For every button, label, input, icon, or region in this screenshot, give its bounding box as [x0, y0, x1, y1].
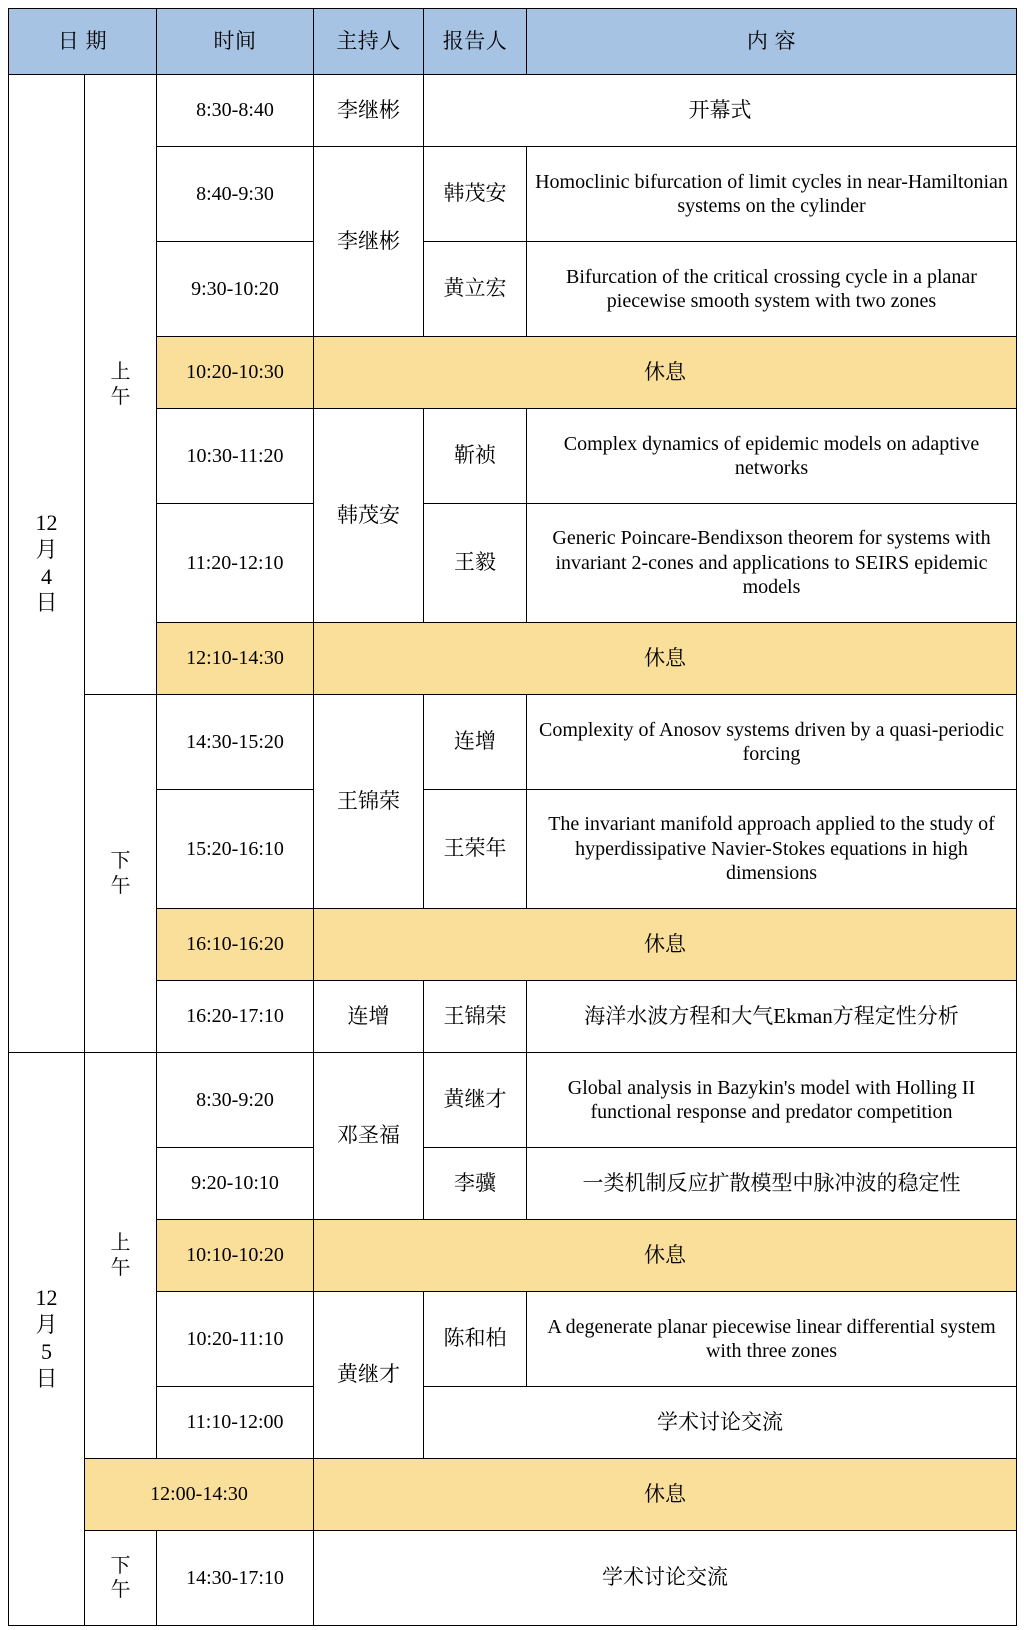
table-row	[9, 981, 1017, 1053]
header-content: 内 容	[527, 9, 1017, 75]
header-date: 日 期	[9, 9, 157, 75]
time-cell: 10:10-10:20	[157, 1220, 314, 1292]
table-row-break	[9, 337, 1017, 409]
speaker-cell: 连增	[424, 695, 527, 790]
time-cell: 9:20-10:10	[157, 1148, 314, 1220]
chair-cell: 连增	[314, 981, 424, 1053]
content-cell: 一类机制反应扩散模型中脉冲波的稳定性	[527, 1148, 1017, 1220]
table-row	[9, 147, 1017, 242]
table-row	[9, 1053, 1017, 1148]
time-cell: 15:20-16:10	[157, 790, 314, 909]
time-cell: 8:40-9:30	[157, 147, 314, 242]
speaker-cell: 黄继才	[424, 1053, 527, 1148]
speaker-cell: 王荣年	[424, 790, 527, 909]
table-row	[9, 695, 1017, 790]
half-day-char-1: 上	[110, 361, 131, 384]
break-label: 休息	[314, 1220, 1017, 1292]
table-row	[9, 1292, 1017, 1387]
date-day-number: 4	[40, 563, 52, 589]
header-chair: 主持人	[314, 9, 424, 75]
time-cell: 8:30-8:40	[157, 75, 314, 147]
header-speaker: 报告人	[424, 9, 527, 75]
speaker-cell: 王锦荣	[424, 981, 527, 1053]
time-cell: 12:10-14:30	[157, 623, 314, 695]
time-cell: 12:00-14:30	[85, 1459, 314, 1531]
time-cell: 16:20-17:10	[157, 981, 314, 1053]
table-row	[9, 1148, 1017, 1220]
time-cell: 9:30-10:20	[157, 242, 314, 337]
chair-cell: 黄继才	[314, 1292, 424, 1459]
content-cell: Homoclinic bifurcation of limit cycles in near-Hamiltonian systems on the cylinder	[527, 147, 1017, 242]
half-day-afternoon-day2	[85, 1531, 157, 1626]
table-body	[9, 75, 1017, 1626]
table-header	[9, 9, 1017, 75]
table-row-break	[9, 623, 1017, 695]
time-cell: 11:10-12:00	[157, 1387, 314, 1459]
time-cell: 14:30-15:20	[157, 695, 314, 790]
date-cell-day2	[9, 1053, 85, 1626]
table-row	[9, 242, 1017, 337]
half-day-char-2: 午	[110, 1256, 131, 1279]
content-cell: The invariant manifold approach applied to the study of hyperdissipative Navier-Stokes equations in high dimensions	[527, 790, 1017, 909]
half-day-char-1: 上	[110, 1232, 131, 1255]
content-cell: Complex dynamics of epidemic models on adaptive networks	[527, 409, 1017, 504]
chair-cell: 王锦荣	[314, 695, 424, 909]
time-cell: 8:30-9:20	[157, 1053, 314, 1148]
date-day-char: 日	[35, 590, 58, 616]
content-cell: Generic Poincare-Bendixson theorem for systems with invariant 2-cones and applications to SEIRS epidemic models	[527, 504, 1017, 623]
header-time: 时间	[157, 9, 314, 75]
time-cell: 14:30-17:10	[157, 1531, 314, 1626]
half-day-char-1: 下	[110, 850, 131, 873]
chair-cell: 邓圣福	[314, 1053, 424, 1220]
content-cell: 学术讨论交流	[314, 1531, 1017, 1626]
table-row-break	[9, 909, 1017, 981]
date-year-part: 12	[35, 1285, 58, 1311]
table-row	[9, 409, 1017, 504]
chair-cell: 李继彬	[314, 75, 424, 147]
content-cell: Global analysis in Bazykin's model with Holling II functional response and predator competition	[527, 1053, 1017, 1148]
date-cell-day1	[9, 75, 85, 1053]
break-label: 休息	[314, 1459, 1017, 1531]
time-cell: 11:20-12:10	[157, 504, 314, 623]
speaker-cell: 陈和柏	[424, 1292, 527, 1387]
speaker-cell: 王毅	[424, 504, 527, 623]
date-month-char: 月	[35, 1312, 58, 1338]
table-row	[9, 1387, 1017, 1459]
table-row	[9, 75, 1017, 147]
chair-cell: 李继彬	[314, 147, 424, 337]
date-day-char: 日	[35, 1365, 58, 1391]
speaker-cell: 靳祯	[424, 409, 527, 504]
time-cell: 10:20-11:10	[157, 1292, 314, 1387]
half-day-char-2: 午	[110, 874, 131, 897]
break-label: 休息	[314, 623, 1017, 695]
time-cell: 16:10-16:20	[157, 909, 314, 981]
half-day-char-2: 午	[110, 1579, 131, 1601]
content-cell: 学术讨论交流	[424, 1387, 1017, 1459]
content-cell: 开幕式	[424, 75, 1017, 147]
speaker-cell: 李骥	[424, 1148, 527, 1220]
table-row-break	[9, 1220, 1017, 1292]
time-cell: 10:20-10:30	[157, 337, 314, 409]
break-label: 休息	[314, 337, 1017, 409]
conference-schedule-table	[8, 8, 1017, 1626]
half-day-morning-day2	[85, 1053, 157, 1459]
table-row	[9, 1531, 1017, 1626]
speaker-cell: 韩茂安	[424, 147, 527, 242]
content-cell: 海洋水波方程和大气Ekman方程定性分析	[527, 981, 1017, 1053]
content-cell: A degenerate planar piecewise linear differential system with three zones	[527, 1292, 1017, 1387]
half-day-morning-day1	[85, 75, 157, 695]
content-cell: Bifurcation of the critical crossing cycle in a planar piecewise smooth system with two zones	[527, 242, 1017, 337]
content-cell: Complexity of Anosov systems driven by a quasi-periodic forcing	[527, 695, 1017, 790]
break-label: 休息	[314, 909, 1017, 981]
half-day-afternoon-day1	[85, 695, 157, 1053]
header-row	[9, 9, 1017, 75]
table-row-break	[9, 1459, 1017, 1531]
chair-cell: 韩茂安	[314, 409, 424, 623]
date-month-char: 月	[35, 536, 58, 562]
date-year-part: 12	[35, 509, 58, 535]
table-row	[9, 790, 1017, 909]
speaker-cell: 黄立宏	[424, 242, 527, 337]
table-row	[9, 504, 1017, 623]
half-day-char-2: 午	[110, 385, 131, 408]
time-cell: 10:30-11:20	[157, 409, 314, 504]
half-day-char-1: 下	[110, 1554, 131, 1577]
date-day-number: 5	[40, 1339, 52, 1364]
